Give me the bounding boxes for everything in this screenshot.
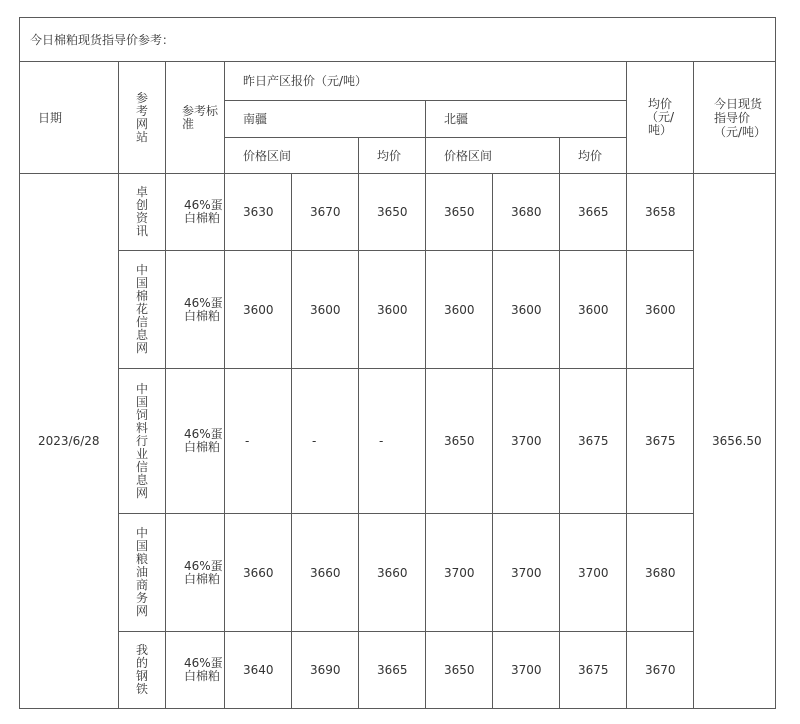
south-low-cell: 3600 (225, 251, 292, 369)
north-avg-cell: 3675 (560, 632, 627, 709)
north-header: 北疆 (426, 101, 627, 138)
standard-header: 参考标准 (166, 62, 225, 174)
table-row (20, 632, 776, 709)
site-cell: 中国饲料行业信息网 (119, 369, 166, 514)
standard-cell: 46%蛋白棉粕 (166, 369, 225, 514)
avg-cell: 3680 (627, 514, 694, 632)
standard-cell: 46%蛋白棉粕 (166, 174, 225, 251)
north-avg-cell: 3675 (560, 369, 627, 514)
date-cell: 2023/6/28 (20, 174, 119, 709)
north-high-cell: 3700 (493, 514, 560, 632)
table-row (20, 174, 776, 251)
north-high-cell: 3700 (493, 632, 560, 709)
site-cell: 我的钢铁 (119, 632, 166, 709)
south-header: 南疆 (225, 101, 426, 138)
avg-price-header: 均价（元/吨） (627, 62, 694, 174)
yesterday-price-header: 昨日产区报价（元/吨） (225, 62, 627, 101)
north-avg-header: 均价 (560, 138, 627, 174)
avg-cell: 3600 (627, 251, 694, 369)
north-low-cell: 3600 (426, 251, 493, 369)
south-avg-cell: 3660 (359, 514, 426, 632)
south-low-cell: 3660 (225, 514, 292, 632)
south-avg-cell: 3650 (359, 174, 426, 251)
south-high-cell: 3660 (292, 514, 359, 632)
south-low-cell: - (225, 369, 292, 514)
north-low-cell: 3650 (426, 632, 493, 709)
north-avg-cell: 3665 (560, 174, 627, 251)
north-low-cell: 3650 (426, 369, 493, 514)
table-row (20, 251, 776, 369)
table-row (20, 514, 776, 632)
avg-cell: 3658 (627, 174, 694, 251)
avg-cell: 3675 (627, 369, 694, 514)
south-range-header: 价格区间 (225, 138, 359, 174)
south-high-cell: 3670 (292, 174, 359, 251)
site-cell: 中国粮油商务网 (119, 514, 166, 632)
site-header: 参考网站 (119, 62, 166, 174)
north-avg-cell: 3600 (560, 251, 627, 369)
avg-cell: 3670 (627, 632, 694, 709)
south-high-cell: - (292, 369, 359, 514)
north-low-cell: 3650 (426, 174, 493, 251)
table-row (20, 369, 776, 514)
south-high-cell: 3690 (292, 632, 359, 709)
standard-cell: 46%蛋白棉粕 (166, 251, 225, 369)
standard-cell: 46%蛋白棉粕 (166, 514, 225, 632)
north-high-cell: 3680 (493, 174, 560, 251)
north-low-cell: 3700 (426, 514, 493, 632)
south-avg-cell: 3665 (359, 632, 426, 709)
south-avg-cell: 3600 (359, 251, 426, 369)
standard-cell: 46%蛋白棉粕 (166, 632, 225, 709)
south-low-cell: 3630 (225, 174, 292, 251)
south-high-cell: 3600 (292, 251, 359, 369)
price-table (19, 17, 776, 709)
date-header: 日期 (20, 62, 119, 174)
table-title: 今日棉粕现货指导价参考： (20, 18, 776, 62)
north-avg-cell: 3700 (560, 514, 627, 632)
north-high-cell: 3600 (493, 251, 560, 369)
south-low-cell: 3640 (225, 632, 292, 709)
north-range-header: 价格区间 (426, 138, 560, 174)
site-cell: 中国棉花信息网 (119, 251, 166, 369)
today-price-header: 今日现货指导价（元/吨） (694, 62, 776, 174)
south-avg-cell: - (359, 369, 426, 514)
north-high-cell: 3700 (493, 369, 560, 514)
today-price-cell: 3656.50 (694, 174, 776, 709)
south-avg-header: 均价 (359, 138, 426, 174)
site-cell: 卓创资讯 (119, 174, 166, 251)
